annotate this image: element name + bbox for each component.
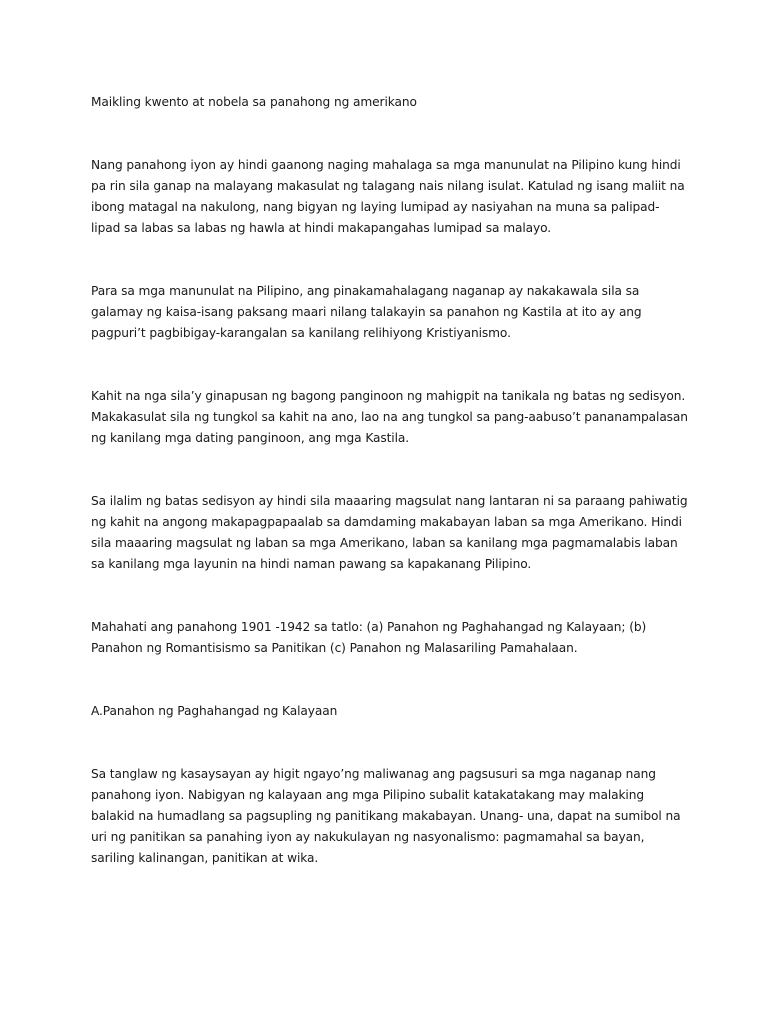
paragraph-4: Sa ilalim ng batas sedisyon ay hindi sila maaaring magsulat nang lantaran ni sa paraang pahiwatig ng kahit na angong makapagpapaalab sa damdaming makabayan laban sa mga Amerikano. Hindi sila maaaring magsulat ng laban sa mga Amerikano, laban sa kanilang mga pagmamalabis laban sa kanilang mga layunin na hindi naman pawang sa kapakanang Pilipino.	[91, 494, 688, 571]
paragraph-5: Mahahati ang panahong 1901 -1942 sa tatlo: (a) Panahon ng Paghahangad ng Kalayaan; (b) Panahon ng Romantisismo sa Panitikan (c) Panahon ng Malasariling Pamahalaan.	[91, 620, 647, 655]
paragraph-2: Para sa mga manunulat na Pilipino, ang pinakamahalagang naganap ay nakakawala sila sa galamay ng kaisa-isang paksang maari nilang talakayin sa panahon ng Kastila at ito ay ang pagpuri’t pagbibigay-karangalan sa kanilang relihiyong Kristiyanismo.	[91, 284, 642, 340]
document-body	[91, 92, 691, 911]
section-a-paragraph: Sa tanglaw ng kasaysayan ay higit ngayo’ng maliwanag ang pagsusuri sa mga naganap nang panahong iyon. Nabigyan ng kalayaan ang mga Pilipino subalit katakatakang may malaking balakid na humadlang sa pagsupling ng panitikang makabayan. Unang- una, dapat na sumibol na uri ng panitikan sa panahing iyon ay nakukulayan ng nasyonalismo: pagmamahal sa bayan, sariling kalinangan, panitikan at wika.	[91, 767, 681, 865]
paragraph-1: Nang panahong iyon ay hindi gaanong naging mahalaga sa mga manunulat na Pilipino kung hindi pa rin sila ganap na malayang makasulat ng talagang nais nilang isulat. Katulad ng isang maliit na ibong matagal na nakulong, nang bigyan ng laying lumipad ay nasiyahan na muna sa palipad- lipad sa labas sa labas ng hawla at hindi makapangahas lumipad sa malayo.	[91, 158, 685, 235]
section-a-heading: A.Panahon ng Paghahangad ng Kalayaan	[91, 704, 338, 718]
document-title: Maikling kwento at nobela sa panahong ng amerikano	[91, 95, 417, 109]
paragraph-3: Kahit na nga sila’y ginapusan ng bagong panginoon ng mahigpit na tanikala ng batas ng sedisyon. Makakasulat sila ng tungkol sa kahit na ano, lao na ang tungkol sa pang-aabuso’t pananampalasan ng kanilang mga dating panginoon, ang mga Kastila.	[91, 389, 688, 445]
